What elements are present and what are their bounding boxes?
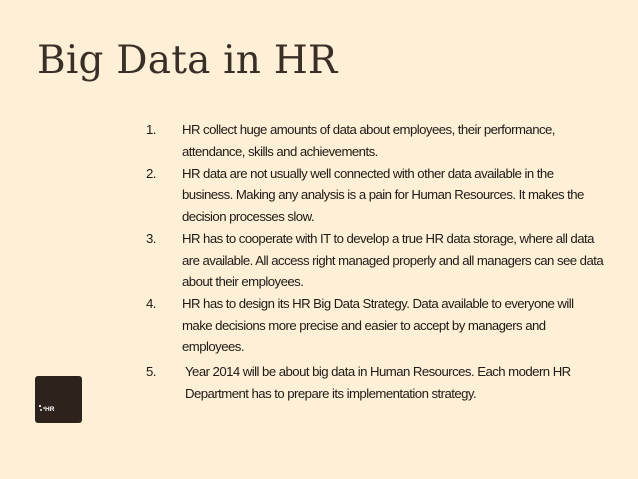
hr-logo-text: HR	[45, 406, 55, 413]
list-item-number: 2.	[146, 165, 156, 181]
list-item-number: 3.	[146, 230, 156, 246]
list-item-text: Year 2014 will be about big data in Human Resources. Each modern HR Department has to prepare its implementation strategy.	[185, 364, 571, 401]
hr-logo	[35, 376, 82, 423]
list-item	[146, 119, 606, 162]
list-item-number: 1.	[146, 122, 156, 137]
slide-title: Big Data in HR	[37, 38, 338, 83]
list-item-text: HR data are not usually well connected with other data available in the business. Making any analysis is a pain for Human Resources. It makes the decision processes slow.	[182, 165, 584, 224]
list-item	[146, 293, 606, 358]
list-item	[146, 228, 606, 293]
list-item	[146, 163, 606, 228]
list-item-number: 5.	[146, 364, 156, 380]
list-item	[146, 361, 606, 404]
list-item-text: HR has to cooperate with IT to develop a true HR data storage, where all data are available. All access right managed properly and all managers can see data about their employees.	[182, 230, 604, 290]
list-item-number: 4.	[146, 296, 156, 312]
list-item-text: HR has to design its HR Big Data Strategy. Data available to everyone will make decisions more precise and easier to accept by managers and employees.	[182, 296, 574, 355]
item-list	[146, 119, 606, 405]
hr-logo-icon	[35, 376, 82, 423]
list-item-text: HR collect huge amounts of data about employees, their performance, attendance, skills and achievements.	[182, 122, 555, 159]
